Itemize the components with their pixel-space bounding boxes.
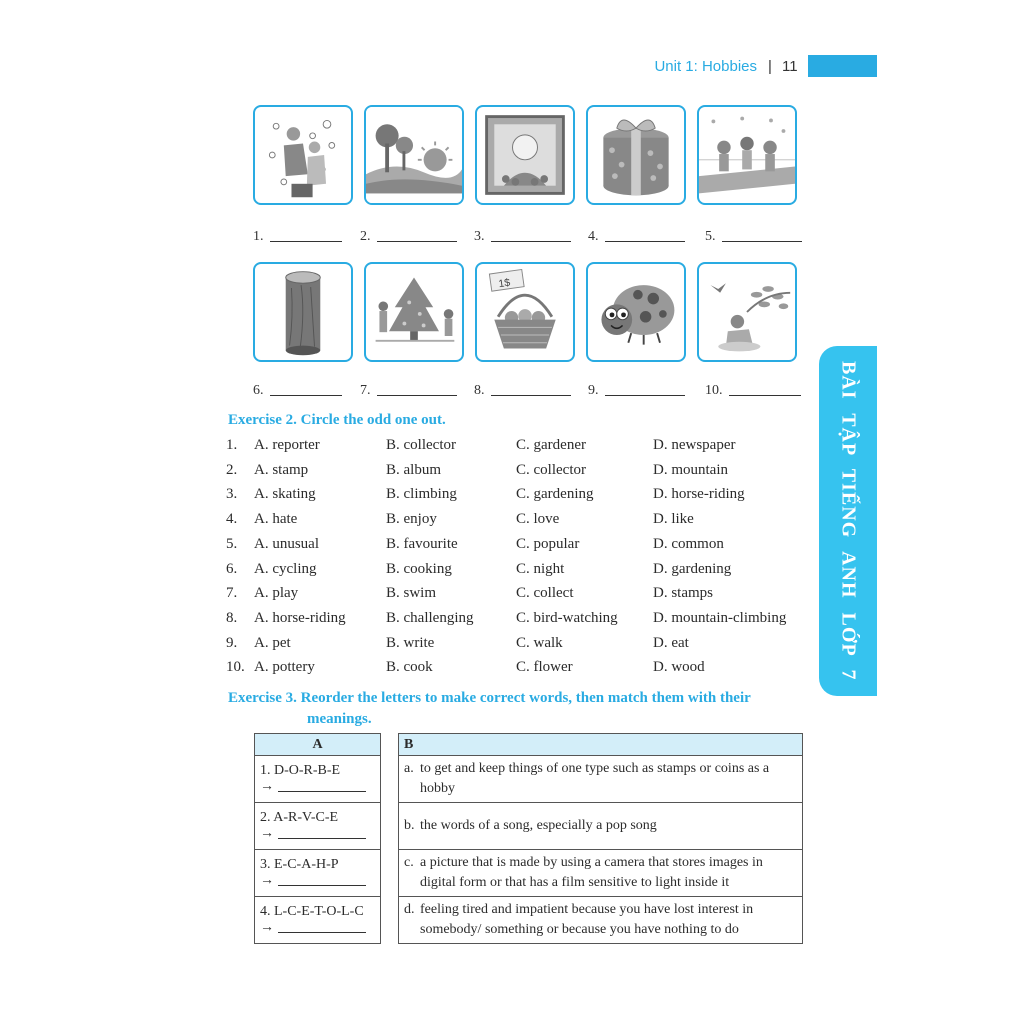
question-number: 7. bbox=[226, 585, 238, 602]
option-b[interactable]: B. favourite bbox=[386, 535, 458, 552]
option-c[interactable]: C. gardening bbox=[516, 486, 594, 503]
option-b[interactable]: B. enjoy bbox=[386, 511, 437, 528]
question-number: 10. bbox=[226, 659, 245, 676]
option-a[interactable]: A. skating bbox=[254, 486, 316, 503]
option-a[interactable]: A. play bbox=[254, 585, 299, 602]
option-c[interactable]: C. night bbox=[516, 560, 565, 577]
header-accent-bar bbox=[808, 55, 877, 77]
option-c[interactable]: C. walk bbox=[516, 634, 563, 651]
picture-gift-box bbox=[586, 105, 686, 205]
option-a[interactable]: A. pottery bbox=[254, 659, 315, 676]
odd-one-out-row bbox=[226, 511, 816, 531]
answer-blank[interactable] bbox=[278, 790, 366, 792]
side-tab-text: BÀI TẬP TIẾNG ANH LỚP 7 bbox=[837, 361, 860, 681]
picture-race bbox=[697, 105, 797, 205]
column-b-header: B bbox=[399, 734, 803, 756]
blank-3[interactable]: 3. bbox=[474, 229, 571, 245]
option-b[interactable]: B. climbing bbox=[386, 486, 457, 503]
question-number: 8. bbox=[226, 609, 238, 626]
odd-one-out-row bbox=[226, 585, 816, 605]
question-number: 3. bbox=[226, 486, 238, 503]
picture-christmas-tree bbox=[364, 262, 464, 362]
option-d[interactable]: D. gardening bbox=[653, 560, 732, 577]
blank-4[interactable]: 4. bbox=[588, 229, 685, 245]
column-b-item: d. feeling tired and impatient because you have lost interest in somebody/ something or because you have nothing to do bbox=[399, 897, 803, 944]
question-number: 4. bbox=[226, 511, 238, 528]
odd-one-out-row bbox=[226, 462, 816, 482]
column-a-header: A bbox=[255, 734, 381, 756]
option-b[interactable]: B. swim bbox=[386, 585, 437, 602]
table-column-b bbox=[398, 733, 803, 944]
option-a[interactable]: A. cycling bbox=[254, 560, 317, 577]
column-a-item: 4. L-C-E-T-O-L-C → bbox=[255, 897, 381, 944]
column-b-item: c. a picture that is made by using a camera that stores images in digital form or that has a film sensitive to light inside it bbox=[399, 850, 803, 897]
option-b[interactable]: B. challenging bbox=[386, 609, 474, 626]
exercise3-title-line1: Exercise 3. Reorder the letters to make correct words, then match them with their bbox=[228, 690, 751, 706]
picture-ladybug bbox=[586, 262, 686, 362]
odd-one-out-row bbox=[226, 486, 816, 506]
table-column-a bbox=[254, 733, 381, 944]
question-number: 1. bbox=[226, 437, 238, 453]
question-number: 6. bbox=[226, 560, 238, 577]
option-a[interactable]: A. hate bbox=[254, 511, 298, 528]
odd-one-out-row bbox=[226, 635, 816, 655]
option-c[interactable]: C. gardener bbox=[516, 437, 586, 453]
page-number: 11 bbox=[782, 58, 798, 75]
exercise3-title-line2: meanings. bbox=[307, 711, 372, 727]
option-c[interactable]: C. love bbox=[516, 511, 560, 528]
option-a[interactable]: A. unusual bbox=[254, 535, 319, 552]
option-a[interactable]: A. stamp bbox=[254, 461, 309, 478]
exercise2-list bbox=[226, 437, 816, 687]
picture-log bbox=[253, 262, 353, 362]
odd-one-out-row bbox=[226, 659, 816, 679]
picture-gardening bbox=[253, 105, 353, 205]
option-d[interactable]: D. eat bbox=[653, 634, 689, 651]
column-a-item: 2. A-R-V-C-E → bbox=[255, 803, 381, 850]
odd-one-out-row bbox=[226, 437, 816, 457]
blank-8[interactable]: 8. bbox=[474, 383, 571, 399]
option-d[interactable]: D. mountain bbox=[653, 461, 728, 478]
option-b[interactable]: B. write bbox=[386, 634, 435, 651]
exercise2-title: Exercise 2. Circle the odd one out. bbox=[228, 412, 446, 428]
option-a[interactable]: A. reporter bbox=[254, 437, 320, 453]
blank-10[interactable]: 10. bbox=[705, 383, 801, 399]
option-c[interactable]: C. collect bbox=[516, 585, 574, 602]
price-tag-text: 1$ bbox=[497, 276, 512, 291]
picture-landscape bbox=[364, 105, 464, 205]
column-b-item: a. to get and keep things of one type such as stamps or coins as a hobby bbox=[399, 756, 803, 803]
option-a[interactable]: A. pet bbox=[254, 634, 291, 651]
odd-one-out-row bbox=[226, 561, 816, 581]
option-a[interactable]: A. horse-riding bbox=[254, 609, 346, 626]
column-b-item: b. the words of a song, especially a pop song bbox=[399, 803, 803, 850]
option-c[interactable]: C. flower bbox=[516, 659, 573, 676]
picture-portrait bbox=[475, 105, 575, 205]
blank-6[interactable]: 6. bbox=[253, 383, 342, 399]
option-c[interactable]: C. popular bbox=[516, 535, 580, 552]
question-number: 2. bbox=[226, 461, 238, 478]
blank-1[interactable]: 1. bbox=[253, 229, 342, 245]
picture-bird-watching bbox=[697, 262, 797, 362]
column-a-item: 3. E-C-A-H-P → bbox=[255, 850, 381, 897]
odd-one-out-row bbox=[226, 536, 816, 556]
column-a-item: 1. D-O-R-B-E → bbox=[255, 756, 381, 803]
option-c[interactable]: C. collector bbox=[516, 461, 586, 478]
unit-title: Unit 1: Hobbies bbox=[654, 58, 757, 75]
side-tab bbox=[819, 346, 877, 696]
option-d[interactable]: D. horse-riding bbox=[653, 486, 745, 503]
answer-blank[interactable] bbox=[278, 931, 366, 933]
blank-7[interactable]: 7. bbox=[360, 383, 457, 399]
option-d[interactable]: D. newspaper bbox=[653, 437, 736, 453]
option-d[interactable]: D. like bbox=[653, 511, 694, 528]
answer-blank[interactable] bbox=[278, 884, 366, 886]
option-b[interactable]: B. cook bbox=[386, 659, 433, 676]
answer-blank[interactable] bbox=[278, 837, 366, 839]
option-d[interactable]: D. common bbox=[653, 535, 724, 552]
option-b[interactable]: B. album bbox=[386, 461, 441, 478]
question-number: 5. bbox=[226, 535, 238, 552]
option-b[interactable]: B. cooking bbox=[386, 560, 452, 577]
blank-9[interactable]: 9. bbox=[588, 383, 685, 399]
header-separator: | bbox=[768, 58, 772, 75]
picture-apple-basket bbox=[475, 262, 575, 362]
option-d[interactable]: D. wood bbox=[653, 659, 705, 676]
question-number: 9. bbox=[226, 634, 238, 651]
option-d[interactable]: D. stamps bbox=[653, 585, 713, 602]
option-c[interactable]: C. bird-watching bbox=[516, 609, 618, 626]
blank-2[interactable]: 2. bbox=[360, 229, 457, 245]
blank-5[interactable]: 5. bbox=[705, 229, 802, 245]
option-b[interactable]: B. collector bbox=[386, 437, 456, 453]
odd-one-out-row bbox=[226, 610, 816, 630]
option-d[interactable]: D. mountain-climbing bbox=[653, 609, 787, 626]
